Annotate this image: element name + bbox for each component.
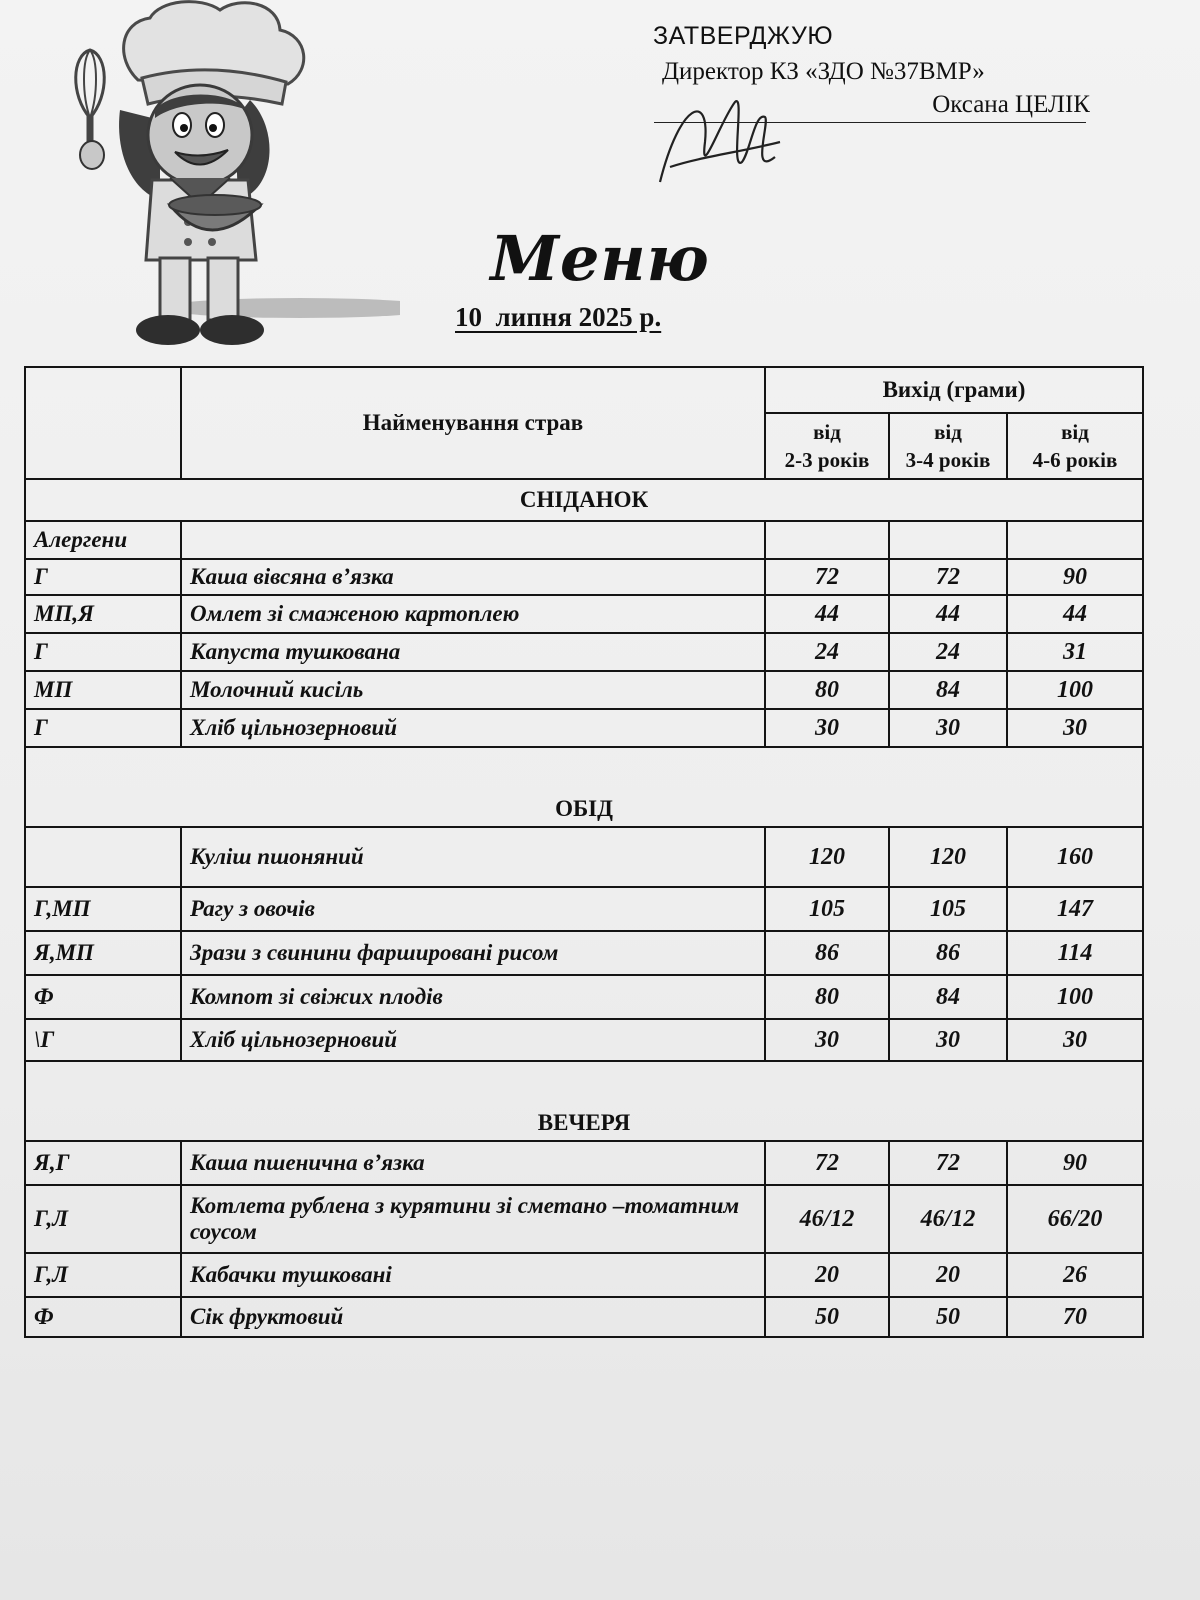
- age-group-range: 4-6 років: [1032, 448, 1118, 472]
- output-header: Вихід (грами): [765, 367, 1143, 413]
- age-group-header: [765, 413, 889, 479]
- section-row: [25, 1061, 1143, 1141]
- allergen-codes: Я,МП: [25, 931, 181, 975]
- allergen-codes: Я,Г: [25, 1141, 181, 1185]
- portion-3-4: 30: [889, 1019, 1007, 1061]
- section-title: СНІДАНОК: [25, 479, 1143, 521]
- dish-name-header: Найменування страв: [181, 367, 765, 479]
- allergen-codes: Г,Л: [25, 1253, 181, 1297]
- portion-3-4: 50: [889, 1297, 1007, 1337]
- section-title: ОБІД: [25, 747, 1143, 827]
- allergen-codes: Г,Л: [25, 1185, 181, 1253]
- dish-name: Куліш пшоняний: [181, 827, 765, 887]
- header-row: [25, 367, 1143, 413]
- approval-position: Директор КЗ «ЗДО №37ВМР»: [662, 58, 985, 85]
- empty-cell: [181, 521, 765, 559]
- empty-cell: [765, 521, 889, 559]
- empty-cell: [1007, 521, 1143, 559]
- section-title: ВЕЧЕРЯ: [25, 1061, 1143, 1141]
- portion-3-4: 84: [889, 671, 1007, 709]
- dish-name: Хліб цільнозерновий: [181, 1019, 765, 1061]
- portion-3-4: 30: [889, 709, 1007, 747]
- portion-3-4: 44: [889, 595, 1007, 633]
- allergen-codes: Г: [25, 709, 181, 747]
- allergen-codes: Ф: [25, 1297, 181, 1337]
- portion-4-6: 44: [1007, 595, 1143, 633]
- menu-date: 10 липня 2025 р.: [455, 302, 662, 332]
- dish-name: Сік фруктовий: [181, 1297, 765, 1337]
- portion-3-4: 72: [889, 1141, 1007, 1185]
- dish-name: Котлета рублена з курятини зі сметано –томатним соусом: [181, 1185, 765, 1253]
- dish-name: Омлет зі смаженою картоплею: [181, 595, 765, 633]
- portion-4-6: 114: [1007, 931, 1143, 975]
- portion-4-6: 100: [1007, 671, 1143, 709]
- section-row: [25, 747, 1143, 827]
- portion-3-4: 20: [889, 1253, 1007, 1297]
- allergens-label-row: [25, 521, 1143, 559]
- menu-row: [25, 931, 1143, 975]
- age-group-prefix: від: [934, 420, 962, 444]
- menu-row: [25, 1253, 1143, 1297]
- menu-row: [25, 633, 1143, 671]
- menu-row: [25, 1141, 1143, 1185]
- menu-row: [25, 1297, 1143, 1337]
- dish-name: Кабачки тушковані: [181, 1253, 765, 1297]
- portion-2-3: 120: [765, 827, 889, 887]
- portion-4-6: 70: [1007, 1297, 1143, 1337]
- approval-heading: ЗАТВЕРДЖУЮ: [653, 22, 834, 50]
- dish-name: Молочний кисіль: [181, 671, 765, 709]
- portion-4-6: 160: [1007, 827, 1143, 887]
- age-group-range: 3-4 років: [905, 448, 991, 472]
- chef-illustration: [60, 0, 400, 360]
- allergen-codes: Г: [25, 633, 181, 671]
- portion-3-4: 84: [889, 975, 1007, 1019]
- portion-2-3: 105: [765, 887, 889, 931]
- menu-row: [25, 1185, 1143, 1253]
- portion-2-3: 44: [765, 595, 889, 633]
- portion-2-3: 50: [765, 1297, 889, 1337]
- header-allergens-cell: [25, 367, 181, 479]
- portion-2-3: 72: [765, 1141, 889, 1185]
- portion-2-3: 24: [765, 633, 889, 671]
- menu-row: [25, 887, 1143, 931]
- portion-2-3: 30: [765, 709, 889, 747]
- menu-row: [25, 671, 1143, 709]
- portion-3-4: 72: [889, 559, 1007, 595]
- allergen-codes: Ф: [25, 975, 181, 1019]
- allergens-label: Алергени: [25, 521, 181, 559]
- allergen-codes: \Г: [25, 1019, 181, 1061]
- age-group-prefix: від: [813, 420, 841, 444]
- dish-name: Капуста тушкована: [181, 633, 765, 671]
- allergen-codes: Г,МП: [25, 887, 181, 931]
- menu-row: [25, 827, 1143, 887]
- portion-4-6: 90: [1007, 559, 1143, 595]
- portion-2-3: 86: [765, 931, 889, 975]
- portion-3-4: 120: [889, 827, 1007, 887]
- menu-row: [25, 1019, 1143, 1061]
- age-group-header: [1007, 413, 1143, 479]
- empty-cell: [889, 521, 1007, 559]
- dish-name: Каша пшенична в’язка: [181, 1141, 765, 1185]
- age-group-header: [889, 413, 1007, 479]
- menu-row: [25, 595, 1143, 633]
- portion-3-4: 105: [889, 887, 1007, 931]
- portion-4-6: 90: [1007, 1141, 1143, 1185]
- portion-2-3: 20: [765, 1253, 889, 1297]
- dish-name: Зрази з свинини фаршировані рисом: [181, 931, 765, 975]
- signature: [650, 82, 790, 197]
- menu-row: [25, 975, 1143, 1019]
- dish-name: Хліб цільнозерновий: [181, 709, 765, 747]
- age-group-range: 2-3 років: [784, 448, 870, 472]
- portion-3-4: 46/12: [889, 1185, 1007, 1253]
- portion-3-4: 86: [889, 931, 1007, 975]
- dish-name: Компот зі свіжих плодів: [181, 975, 765, 1019]
- dish-name: Каша вівсяна в’язка: [181, 559, 765, 595]
- portion-4-6: 147: [1007, 887, 1143, 931]
- age-group-prefix: від: [1061, 420, 1089, 444]
- allergen-codes: [25, 827, 181, 887]
- dish-name: Рагу з овочів: [181, 887, 765, 931]
- allergen-codes: МП,Я: [25, 595, 181, 633]
- menu-row: [25, 559, 1143, 595]
- allergen-codes: МП: [25, 671, 181, 709]
- portion-4-6: 100: [1007, 975, 1143, 1019]
- portion-2-3: 80: [765, 975, 889, 1019]
- menu-row: [25, 709, 1143, 747]
- portion-4-6: 66/20: [1007, 1185, 1143, 1253]
- page-title: Меню: [490, 222, 710, 295]
- portion-4-6: 26: [1007, 1253, 1143, 1297]
- portion-2-3: 46/12: [765, 1185, 889, 1253]
- portion-2-3: 30: [765, 1019, 889, 1061]
- allergen-codes: Г: [25, 559, 181, 595]
- approval-name: Оксана ЦЕЛІК: [932, 91, 1090, 118]
- approval-block: [650, 22, 1090, 192]
- portion-2-3: 80: [765, 671, 889, 709]
- portion-2-3: 72: [765, 559, 889, 595]
- menu-table: [24, 366, 1144, 1338]
- portion-3-4: 24: [889, 633, 1007, 671]
- section-row: [25, 479, 1143, 521]
- portion-4-6: 30: [1007, 709, 1143, 747]
- portion-4-6: 31: [1007, 633, 1143, 671]
- portion-4-6: 30: [1007, 1019, 1143, 1061]
